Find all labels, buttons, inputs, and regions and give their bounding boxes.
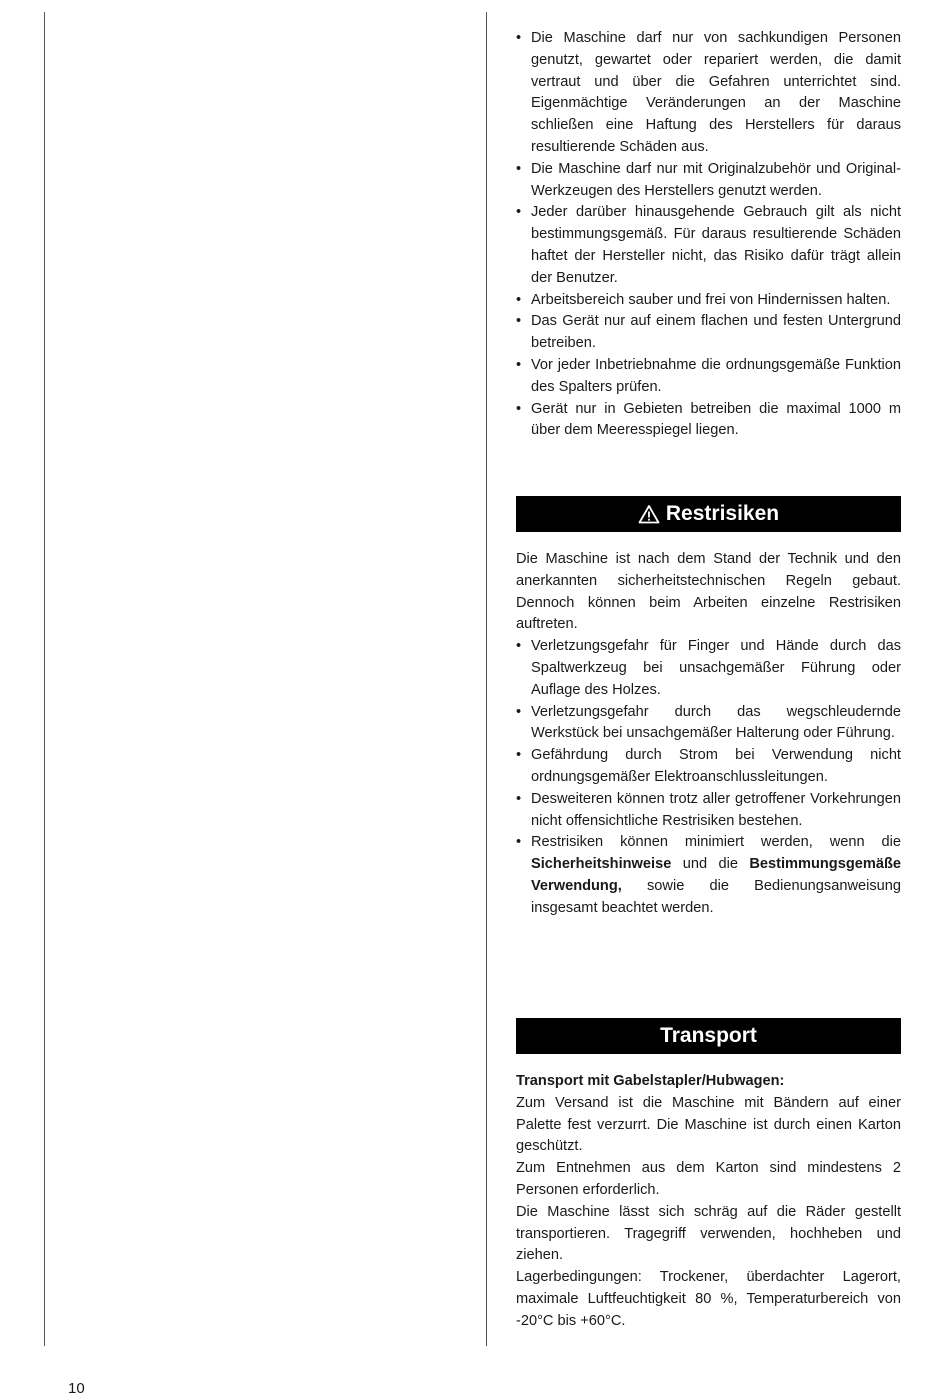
warning-triangle-icon: [638, 504, 660, 524]
safety-list-section: [516, 28, 901, 442]
transport-title: Transport: [660, 1024, 757, 1047]
column-divider-middle: [486, 12, 487, 1346]
item-text: sowie die Bedienungsanweisung insgesamt beachtet werden.: [531, 877, 901, 916]
item-text: Restrisiken können minimiert werden, wenn die: [531, 834, 901, 851]
transport-subheading: Transport mit Gabelstapler/Hubwagen:: [516, 1073, 785, 1089]
transport-paragraph: Die Maschine lässt sich schräg auf die Räder gestellt transportieren. Tragegriff verwenden, hochheben und ziehen.: [516, 1203, 901, 1264]
list-item: • Die Maschine darf nur von sachkundigen Personen genutzt, gewartet oder repariert werden, die damit vertraut und über die Gefahren unterrichtet sind. Eigenmächtige Veränderungen an der Maschine schließen eine Haftung des Herstellers für daraus resultierende Schäden aus.: [516, 28, 901, 159]
list-item: • Jeder darüber hinausgehende Gebrauch gilt als nicht bestimmungsgemäß. Für daraus resultierende Schäden haftet der Hersteller nicht, das Risiko dafür trägt allein der Benutzer.: [516, 202, 901, 289]
list-item: • Das Gerät nur auf einem flachen und festen Untergrund betreiben.: [516, 311, 901, 355]
item-bold-text: Bestimmungsgemäße Verwendung,: [531, 856, 901, 894]
restrisiken-list: [516, 636, 901, 919]
list-item: • Verletzungsgefahr durch das wegschleudernde Werkstück bei unsachgemäßer Halterung oder Führung.: [516, 702, 901, 746]
transport-paragraph: Zum Versand ist die Maschine mit Bändern auf einer Palette fest verzurrt. Die Maschine ist durch einen Karton geschützt.: [516, 1094, 901, 1155]
column-divider-left: [44, 12, 45, 1346]
list-item: • Gerät nur in Gebieten betreiben die maximal 1000 m über dem Meeresspiegel liegen.: [516, 399, 901, 443]
transport-paragraph: Zum Entnehmen aus dem Karton sind mindestens 2 Personen erforderlich.: [516, 1160, 901, 1198]
list-item: • Vor jeder Inbetriebnahme die ordnungsgemäße Funktion des Spalters prüfen.: [516, 355, 901, 399]
restrisiken-title: Restrisiken: [665, 502, 780, 525]
restrisiken-intro: Die Maschine ist nach dem Stand der Technik und den anerkannten sicherheitstechnischen Regeln gebaut. Dennoch können beim Arbeiten einzelne Restrisiken auftreten.: [516, 551, 901, 633]
transport-paragraph: Lagerbedingungen: Trockener, überdachter Lagerort, maximale Luftfeuchtigkeit 80 %, Temperaturbereich von -20°C bis +60°C.: [516, 1269, 901, 1329]
list-item: • Verletzungsgefahr für Finger und Hände durch das Spaltwerkzeug bei unsachgemäßer Führung oder Auflage des Holzes.: [516, 636, 901, 701]
transport-heading-banner: [516, 1018, 901, 1054]
page-number: 10: [68, 1380, 85, 1397]
list-item: • Arbeitsbereich sauber und frei von Hindernissen halten.: [516, 290, 901, 312]
safety-bullet-list: [516, 28, 901, 442]
item-bold-text: Sicherheitshinweise: [531, 856, 672, 873]
restrisiken-section: [516, 549, 901, 920]
list-item: [516, 832, 901, 919]
list-item: • Die Maschine darf nur mit Originalzubehör und Original-Werkzeugen des Herstellers genutzt werden.: [516, 159, 901, 203]
list-item: • Desweiteren können trotz aller getroffener Vorkehrungen nicht offensichtliche Restrisiken bestehen.: [516, 789, 901, 833]
transport-section: [516, 1071, 901, 1333]
list-item: • Gefährdung durch Strom bei Verwendung nicht ordnungsgemäßer Elektroanschlussleitungen.: [516, 745, 901, 789]
restrisiken-heading-banner: [516, 496, 901, 532]
item-text: und die: [671, 856, 750, 873]
